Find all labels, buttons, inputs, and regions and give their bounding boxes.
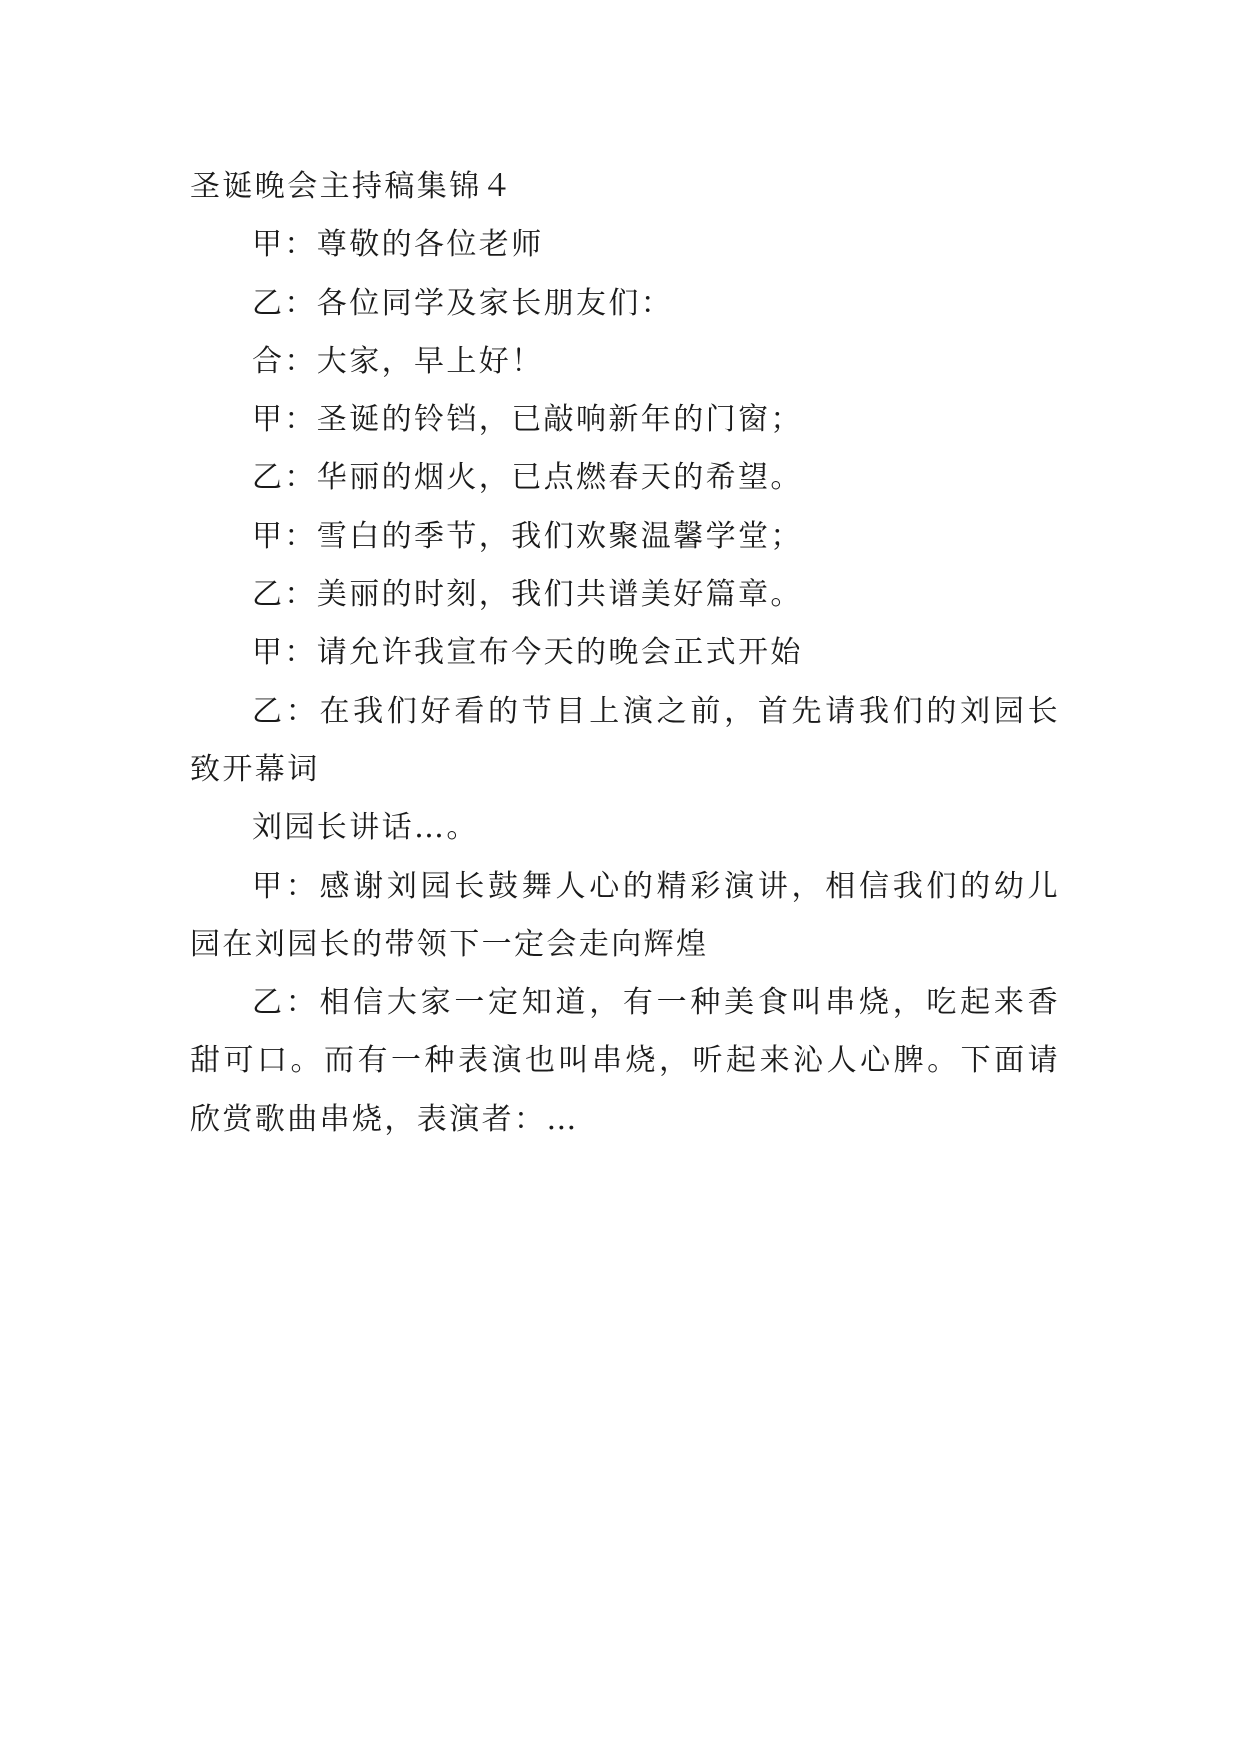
paragraph: 刘园长讲话…。 (252, 810, 479, 846)
document-body (190, 158, 1060, 1149)
paragraph: 甲：请允许我宣布今天的晚会正式开始 (252, 635, 803, 671)
document-title: 圣诞晚会主持稿集锦４ (190, 169, 514, 204)
paragraph: 甲：雪白的季节，我们欢聚温馨学堂； (252, 518, 803, 554)
paragraph: 合：大家，早上好！ (252, 343, 544, 379)
paragraph: 乙：美丽的时刻，我们共谱美好篇章。 (252, 577, 803, 613)
paragraph: 乙：相信大家一定知道，有一种美食叫串烧，吃起来香甜可口。而有一种表演也叫串烧，听起来沁人心脾。下面请欣赏歌曲串烧，表演者：… (190, 985, 1060, 1137)
paragraph: 乙：华丽的烟火，已点燃春天的希望。 (252, 460, 803, 496)
paragraph: 甲：尊敬的各位老师 (252, 227, 544, 263)
paragraph: 甲：感谢刘园长鼓舞人心的精彩演讲，相信我们的幼儿园在刘园长的带领下一定会走向辉煌 (190, 868, 1060, 962)
paragraph: 甲：圣诞的铃铛，已敲响新年的门窗； (252, 402, 803, 438)
paragraph: 乙：在我们好看的节目上演之前，首先请我们的刘园长致开幕词 (190, 693, 1060, 787)
paragraph: 乙：各位同学及家长朋友们： (252, 285, 674, 321)
